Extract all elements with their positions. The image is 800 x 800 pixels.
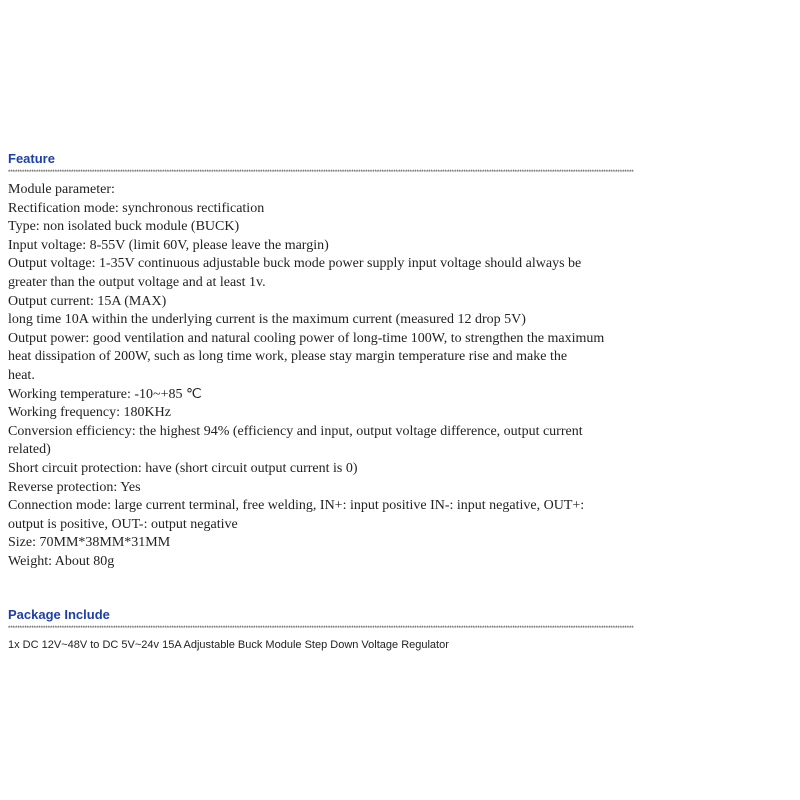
spec-line: Weight: About 80g — [8, 553, 115, 569]
spec-line: greater than the output voltage and at least 1v. — [8, 274, 266, 290]
spec-line: Type: non isolated buck module (BUCK) — [8, 219, 240, 235]
spec-line: Size: 70MM*38MM*31MM — [8, 535, 171, 551]
spec-line: heat. — [8, 367, 35, 383]
package-item: 1x DC 12V~48V to DC 5V~24v 15A Adjustable Buck Module Step Down Voltage Regulator — [8, 639, 449, 651]
spec-line: Output voltage: 1-35V continuous adjustable buck mode power supply input voltage should always be — [8, 256, 582, 272]
spec-line: Short circuit protection: have (short circuit output current is 0) — [8, 460, 358, 476]
spec-line: Input voltage: 8-55V (limit 60V, please leave the margin) — [8, 237, 329, 253]
spec-line: Reverse protection: Yes — [8, 479, 141, 495]
spec-list — [8, 181, 798, 571]
package-divider: **************************************************************************************************************************************************************************************************************************************************************************** — [8, 626, 634, 632]
spec-line: related) — [8, 442, 51, 458]
feature-divider: **************************************************************************************************************************************************************************************************************************************************************************** — [8, 170, 634, 176]
spec-line: Rectification mode: synchronous rectification — [8, 200, 265, 216]
spec-line: heat dissipation of 200W, such as long time work, please stay margin temperature rise and make the — [8, 349, 568, 365]
feature-heading: Feature — [8, 151, 55, 166]
package-heading: Package Include — [8, 607, 110, 622]
spec-line: Connection mode: large current terminal, free welding, IN+: input positive IN-: input negative, OUT+: — [8, 498, 585, 514]
spec-line: long time 10A within the underlying current is the maximum current (measured 12 drop 5V) — [8, 312, 526, 328]
spec-line: Working frequency: 180KHz — [8, 405, 171, 421]
spec-line: Output power: good ventilation and natural cooling power of long-time 100W, to strengthen the maximum — [8, 330, 605, 346]
spec-line: output is positive, OUT-: output negative — [8, 516, 238, 532]
spec-line: Output current: 15A (MAX) — [8, 293, 167, 309]
spec-line: Module parameter: — [8, 182, 115, 197]
spec-line: Conversion efficiency: the highest 94% (efficiency and input, output voltage difference, output current — [8, 423, 583, 439]
spec-line: Working temperature: -10~+85 ℃ — [8, 386, 202, 402]
